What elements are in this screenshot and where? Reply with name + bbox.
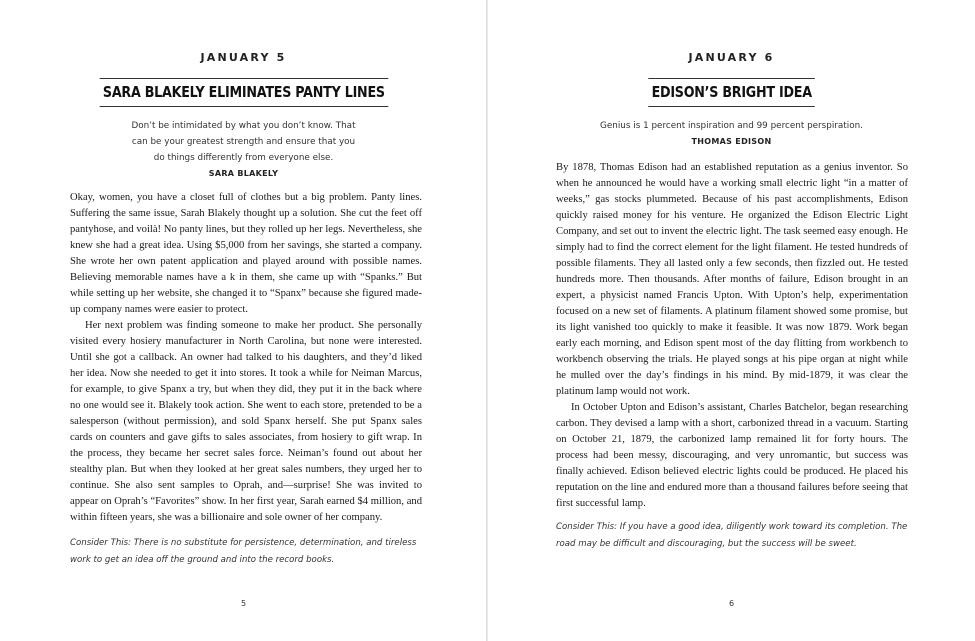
epigraph-author: THOMAS EDISON	[691, 137, 772, 146]
entry-body	[70, 190, 422, 526]
entry-title: SARA BLAKELY ELIMINATES PANTY LINES	[99, 78, 387, 107]
body-paragraph: In October Upton and Edison’s assistant, Charles Batchelor, began researching carbon. They devised a lamp with a short, carbonized thread in a vacuum. Starting on October 21, 1879, the carbonized lamp remained lit for forty hours. The process had been messy, discouraging, and very unromantic, but success was finally achieved. Edison believed electric lights could be produced. He placed his reputation on the line and endured more than a thousand failures before seeing that first successful lamp.	[556, 402, 908, 509]
page-number: 6	[728, 599, 735, 608]
epigraph-line: do things differently from everyone else.	[153, 153, 334, 163]
body-paragraph: By 1878, Thomas Edison had an established reputation as a genius inventor. So when he announced he would have a working small electric light “in a matter of weeks,” gas stocks plummeted. Because of his past accomplishments, Edison quickly raised money for his venture. He organized the Edison Electric Light Company, and set out to invent the electric light. The task seemed easy enough. He simply had to find the correct element for the light filament. He tested hundreds of possible filaments. They all lasted only a few seconds, then fizzled out. He tested hundreds more. Then thousands. After months of failure, Edison brought in an expert, a physicist named Francis Upton. With Upton’s help, experimentation focused on a new set of filaments. A platinum filament showed some promise, but its light vanished too quickly to make it feasible. It was now 1879. Work began early each morning, and Edison spent most of the day flitting from workbench to workbench observing the trials. He played songs at his pipe organ at night while he mulled over the day’s findings in his mind. By mid-1879, it was clear the platinum lamp would not work.	[556, 162, 908, 397]
epigraph-author: SARA BLAKELY	[208, 169, 279, 178]
epigraph-line: Genius is 1 percent inspiration and 99 percent perspiration.	[600, 121, 863, 131]
page-number: 5	[240, 599, 247, 608]
left-page	[0, 0, 487, 641]
consider-this-note: Consider This: If you have a good idea, diligently work toward its completion. The road may be difficult and discouraging, but the success will be sweet.	[556, 522, 908, 549]
entry-title-wrap	[0, 78, 487, 107]
right-page	[488, 0, 975, 641]
entry-title-wrap	[488, 78, 975, 107]
entry-date: JANUARY 5	[200, 51, 287, 64]
consider-this-note: Consider This: There is no substitute for persistence, determination, and tireless work to get an idea off the ground and into the record books.	[70, 538, 417, 565]
epigraph	[0, 118, 487, 182]
epigraph-line: Don’t be intimidated by what you don’t know. That	[131, 121, 356, 131]
epigraph	[488, 118, 975, 150]
epigraph-line: can be your greatest strength and ensure that you	[131, 137, 356, 147]
entry-body	[556, 160, 908, 512]
body-paragraph: Okay, women, you have a closet full of clothes but a big problem. Panty lines. Suffering the same issue, Sarah Blakely thought up a solution. She cut the feet off pantyhose, and voilà! No panty lines, but they rolled up her legs. Nevertheless, she knew she had a great idea. Using $5,000 from her savings, she started a company. She wrote her own patent application and played around with possible names. Believing memorable names have a k in them, she came up with “Spanks.” But while setting up her website, she changed it to “Spanx” because she figured made-up company names were easier to protect.	[70, 192, 422, 315]
body-paragraph: Her next problem was finding someone to make her product. She personally visited every hosiery manufacturer in North Carolina, but none were interested. Until she got a callback. An owner had talked to his daughters, and they’d liked her idea. Now she needed to get it into stores. It took a while for Neiman Marcus, for example, to give Spanx a try, but when they did, they put it in the back where no one would see it. Blakely took action. She went to each store, pretended to be a salesperson (without permission), and sold Spanx herself. She put Spanx sales cards on counters and gave gifts to sales associates, from hosiery to gift wrap. In the process, they became her secret sales force. Neiman’s found out about her stealthy plan. But when they looked at her great sales numbers, they urged her to continue. She also sent samples to Oprah, and—surprise! She was invited to appear on Oprah’s “Favorites” show. In her first year, Sarah earned $4 million, and within fifteen years, she was a billionaire and sole owner of her company.	[70, 320, 422, 523]
entry-date: JANUARY 6	[688, 51, 775, 64]
entry-title: EDISON’S BRIGHT IDEA	[648, 78, 815, 107]
